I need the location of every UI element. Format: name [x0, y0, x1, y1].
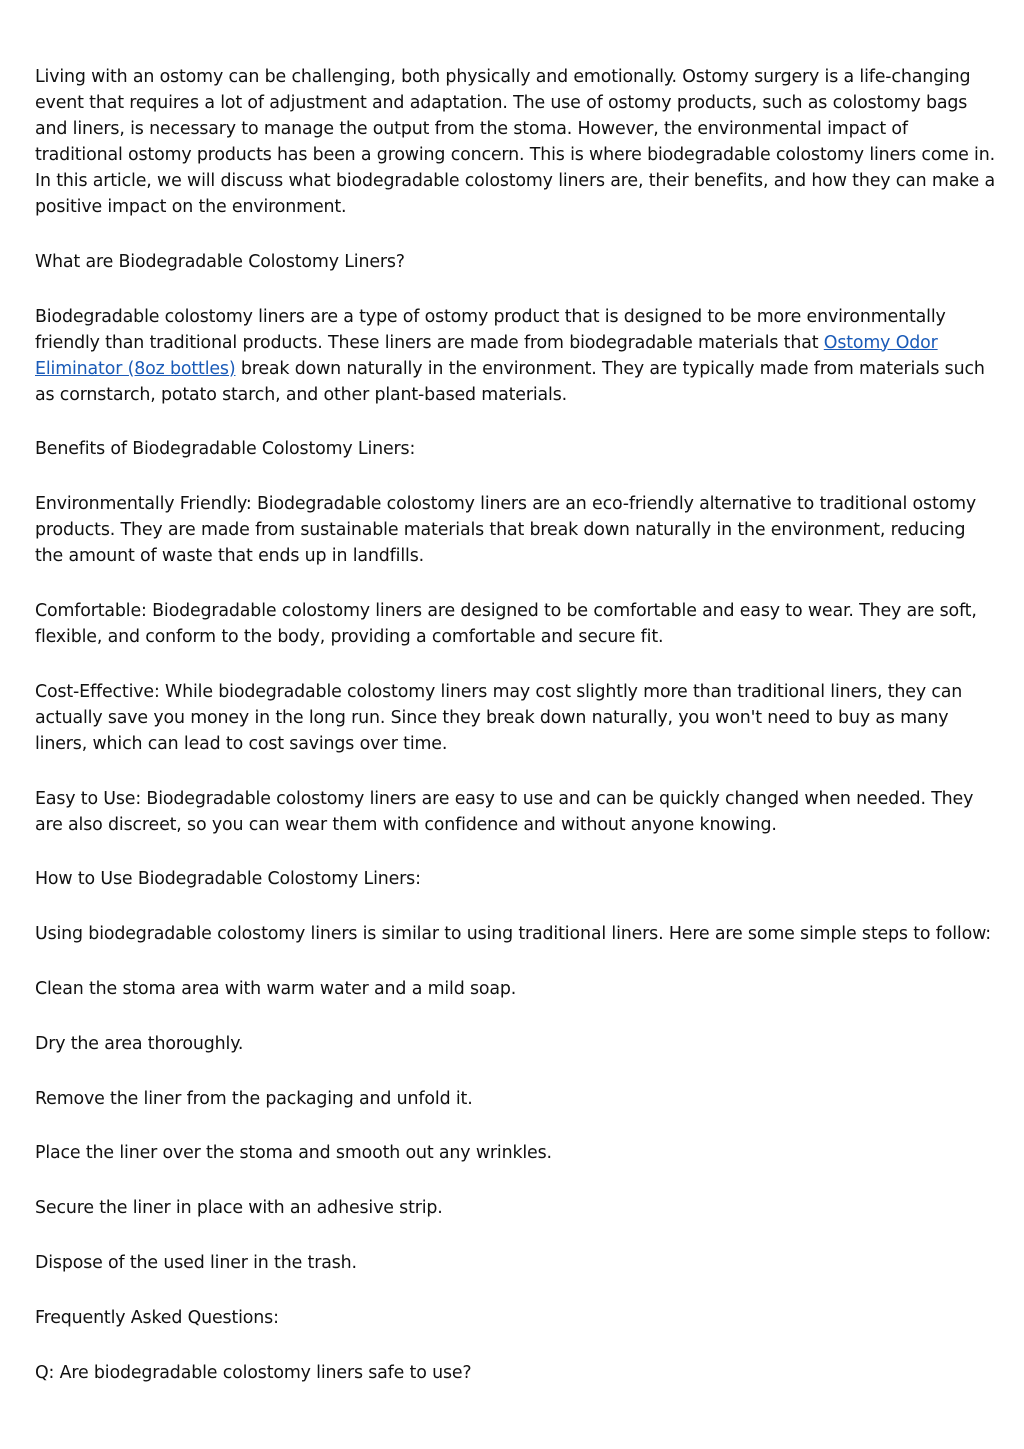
- product-link[interactable]: Ostomy Odor Eliminator (8oz bottles): [35, 332, 938, 379]
- step-item: Remove the liner from the packaging and unfold it.: [35, 1088, 473, 1109]
- faq-question: Q: Are biodegradable colostomy liners safe to use?: [35, 1362, 472, 1383]
- step-item: Place the liner over the stoma and smooth out any wrinkles.: [35, 1143, 552, 1164]
- section-heading-how: How to Use Biodegradable Colostomy Liners:: [35, 869, 421, 890]
- how-intro-paragraph: Using biodegradable colostomy liners is similar to using traditional liners. Here are some simple steps to follow:: [35, 924, 991, 945]
- step-item: Secure the liner in place with an adhesive strip.: [35, 1198, 443, 1219]
- benefit-environment: Environmentally Friendly: Biodegradable colostomy liners are an eco-friendly alternative to traditional ostomy products. They are made from sustainable materials that break down naturally in the environment, reducing the amount of waste that ends up in landfills.: [35, 494, 977, 567]
- step-item: Dispose of the used liner in the trash.: [35, 1252, 357, 1273]
- section-heading-faq: Frequently Asked Questions:: [35, 1307, 279, 1328]
- what-text-before-link: Biodegradable colostomy liners are a type of ostomy product that is designed to be more environmentally friendly than traditional products. These liners are made from biodegradable materials that: [35, 306, 946, 353]
- article-body: [35, 64, 995, 1414]
- what-paragraph: [35, 304, 995, 408]
- benefit-cost: Cost-Effective: While biodegradable colostomy liners may cost slightly more than traditional liners, they can actually save you money in the long run. Since they break down naturally, you won't need to buy as many liners, which can lead to cost savings over time.: [35, 681, 963, 754]
- benefit-comfort: Comfortable: Biodegradable colostomy liners are designed to be comfortable and easy to wear. They are soft, flexible, and conform to the body, providing a comfortable and secure fit.: [35, 600, 977, 647]
- step-item: Dry the area thoroughly.: [35, 1033, 244, 1054]
- intro-paragraph: Living with an ostomy can be challenging, both physically and emotionally. Ostomy surgery is a life-changing event that requires a lot of adjustment and adaptation. The use of ostomy products, such as colostomy bags and liners, is necessary to manage the output from the stoma. However, the environmental impact of traditional ostomy products has been a growing concern. This is where biodegradable colostomy liners come in. In this article, we will discuss what biodegradable colostomy liners are, their benefits, and how they can make a positive impact on the environment.: [35, 67, 995, 217]
- benefit-ease: Easy to Use: Biodegradable colostomy liners are easy to use and can be quickly changed when needed. They are also discreet, so you can wear them with confidence and without anyone knowing.: [35, 788, 974, 835]
- what-text-after-link: break down naturally in the environment. They are typically made from materials such as cornstarch, potato starch, and other plant-based materials.: [35, 358, 985, 405]
- step-item: Clean the stoma area with warm water and a mild soap.: [35, 978, 517, 999]
- section-heading-benefits: Benefits of Biodegradable Colostomy Liners:: [35, 439, 416, 460]
- section-heading-what: What are Biodegradable Colostomy Liners?: [35, 251, 405, 272]
